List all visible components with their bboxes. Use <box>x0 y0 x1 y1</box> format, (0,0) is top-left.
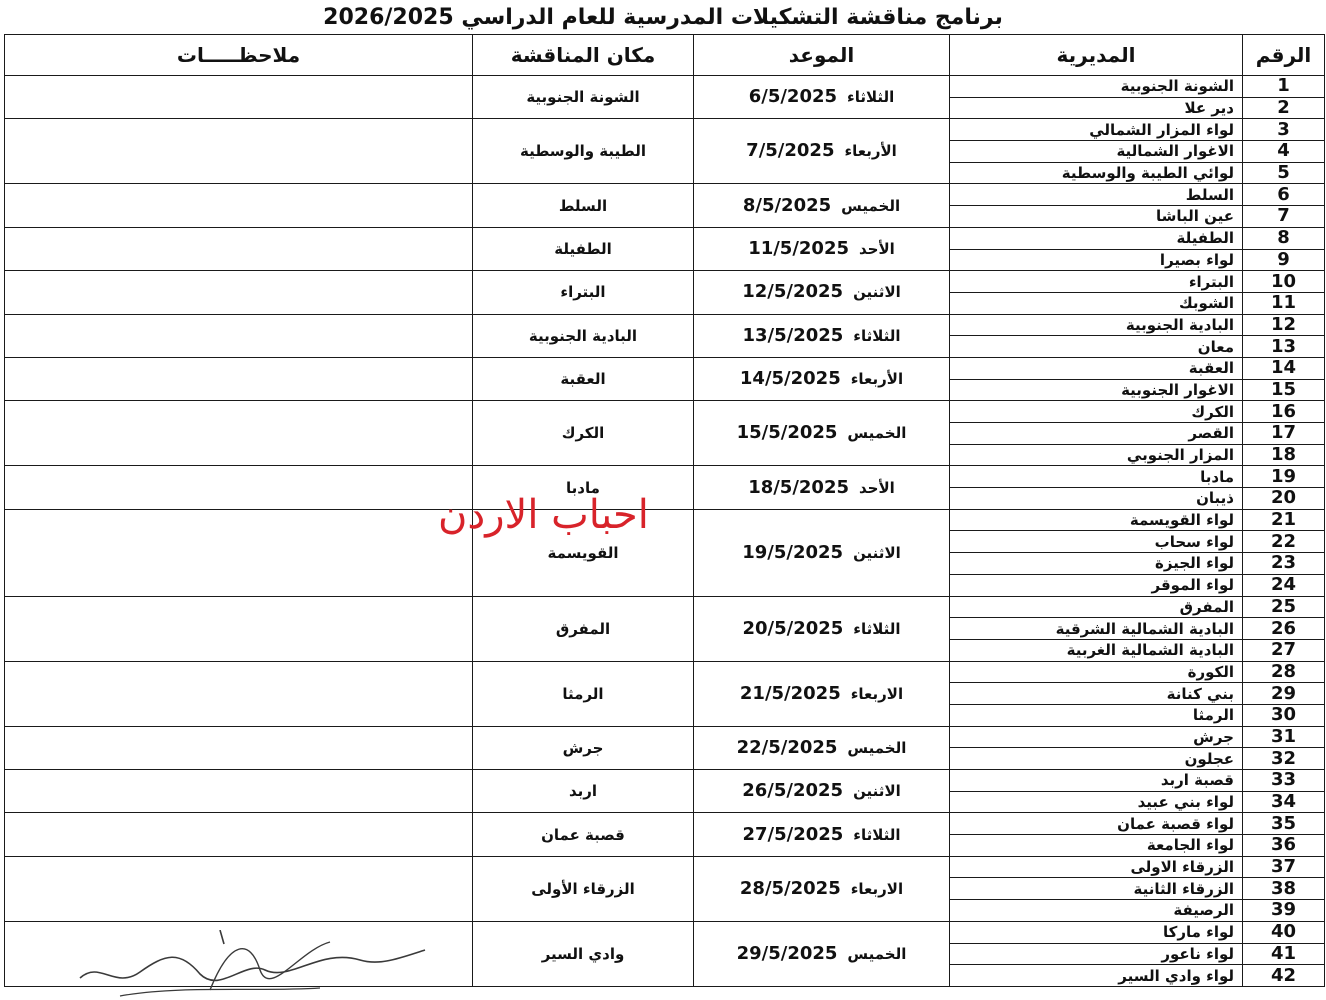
date-value: 13/5/2025 <box>742 324 844 346</box>
row-number: 42 <box>1243 965 1325 987</box>
table-row <box>5 184 1325 206</box>
row-number: 36 <box>1243 835 1325 857</box>
table-row <box>5 661 1325 683</box>
directorate-name: الشوبك <box>950 292 1243 314</box>
discussion-place: الكرك <box>473 401 694 466</box>
row-number: 34 <box>1243 791 1325 813</box>
row-number: 41 <box>1243 943 1325 965</box>
schedule-date <box>694 596 950 661</box>
table-row <box>5 726 1325 748</box>
row-number: 30 <box>1243 704 1325 726</box>
row-number: 29 <box>1243 683 1325 705</box>
directorate-name: دير علا <box>950 97 1243 119</box>
row-number: 37 <box>1243 856 1325 878</box>
date-value: 19/5/2025 <box>742 541 844 563</box>
header-notes: ملاحظـــــات <box>5 35 473 76</box>
weekday-label: الثلاثاء <box>853 825 901 844</box>
row-number: 15 <box>1243 379 1325 401</box>
directorate-name: لواء سحاب <box>950 531 1243 553</box>
directorate-name: لواء قصبة عمان <box>950 813 1243 835</box>
weekday-label: الثلاثاء <box>847 88 895 107</box>
table-row <box>5 770 1325 792</box>
row-number: 12 <box>1243 314 1325 336</box>
weekday-label: الخميس <box>847 424 907 443</box>
discussion-place: الزرقاء الأولى <box>473 856 694 921</box>
date-value: 6/5/2025 <box>748 86 838 108</box>
directorate-name: العقبة <box>950 357 1243 379</box>
header-row <box>5 35 1325 76</box>
row-number: 4 <box>1243 141 1325 163</box>
notes-cell <box>5 596 473 661</box>
weekday-label: الخميس <box>847 944 907 963</box>
date-value: 11/5/2025 <box>748 238 850 259</box>
weekday-label: الاثنين <box>853 782 901 801</box>
directorate-name: معان <box>950 336 1243 358</box>
date-value: 14/5/2025 <box>739 368 841 390</box>
discussion-place: المفرق <box>473 596 694 661</box>
directorate-name: لواء ماركا <box>950 921 1243 943</box>
directorate-name: البادية الشمالية الشرقية <box>950 618 1243 640</box>
header-directorate: المديرية <box>950 35 1243 76</box>
discussion-place: الطيبة والوسطية <box>473 119 694 184</box>
directorate-name: عجلون <box>950 748 1243 770</box>
discussion-place: وادي السير <box>473 921 694 986</box>
table-row <box>5 466 1325 488</box>
directorate-name: الكورة <box>950 661 1243 683</box>
row-number: 9 <box>1243 249 1325 271</box>
row-number: 20 <box>1243 488 1325 510</box>
row-number: 38 <box>1243 878 1325 900</box>
weekday-label: الخميس <box>841 196 901 215</box>
directorate-name: لواء الموقر <box>950 574 1243 596</box>
directorate-name: السلط <box>950 184 1243 206</box>
row-number: 14 <box>1243 357 1325 379</box>
notes-cell <box>5 856 473 921</box>
date-value: 8/5/2025 <box>742 194 832 216</box>
table-row <box>5 357 1325 379</box>
weekday-label: الثلاثاء <box>853 326 901 345</box>
directorate-name: الزرقاء الاولى <box>950 856 1243 878</box>
directorate-name: الاغوار الجنوبية <box>950 379 1243 401</box>
row-number: 10 <box>1243 271 1325 293</box>
notes-cell <box>5 76 473 119</box>
row-number: 28 <box>1243 661 1325 683</box>
weekday-label: الأحد <box>859 478 895 497</box>
schedule-date <box>694 401 950 466</box>
row-number: 18 <box>1243 444 1325 466</box>
notes-cell <box>5 509 473 596</box>
directorate-name: لواء بني عبيد <box>950 791 1243 813</box>
row-number: 21 <box>1243 509 1325 531</box>
notes-cell <box>5 227 473 270</box>
table-row <box>5 76 1325 98</box>
schedule-date <box>694 357 950 400</box>
schedule-table <box>4 34 1325 987</box>
directorate-name: لوائي الطيبة والوسطية <box>950 162 1243 184</box>
date-value: 27/5/2025 <box>742 823 844 845</box>
row-number: 7 <box>1243 206 1325 228</box>
discussion-place: الرمثا <box>473 661 694 726</box>
discussion-place: البتراء <box>473 271 694 314</box>
discussion-place: قصبة عمان <box>473 813 694 856</box>
directorate-name: القصر <box>950 423 1243 445</box>
page-title: برنامج مناقشة التشكيلات المدرسية للعام الدراسي 2026/2025 <box>323 5 1003 30</box>
row-number: 19 <box>1243 466 1325 488</box>
notes-cell <box>5 401 473 466</box>
directorate-name: لواء الجيزة <box>950 553 1243 575</box>
directorate-name: المزار الجنوبي <box>950 444 1243 466</box>
directorate-name: بني كنانة <box>950 683 1243 705</box>
schedule-date <box>694 119 950 184</box>
schedule-date <box>694 770 950 813</box>
weekday-label: الاربعاء <box>850 684 904 703</box>
notes-cell <box>5 119 473 184</box>
schedule-date <box>694 509 950 596</box>
discussion-place: البادية الجنوبية <box>473 314 694 357</box>
table-row <box>5 813 1325 835</box>
discussion-place: الشونة الجنوبية <box>473 76 694 119</box>
weekday-label: الأربعاء <box>844 142 897 161</box>
date-value: 15/5/2025 <box>736 422 838 444</box>
table-row <box>5 119 1325 141</box>
row-number: 5 <box>1243 162 1325 184</box>
directorate-name: الشونة الجنوبية <box>950 76 1243 98</box>
row-number: 16 <box>1243 401 1325 423</box>
directorate-name: البادية الشمالية الغربية <box>950 639 1243 661</box>
row-number: 24 <box>1243 574 1325 596</box>
schedule-date <box>694 856 950 921</box>
row-number: 11 <box>1243 292 1325 314</box>
row-number: 22 <box>1243 531 1325 553</box>
directorate-name: جرش <box>950 726 1243 748</box>
directorate-name: المفرق <box>950 596 1243 618</box>
discussion-place: العقبة <box>473 357 694 400</box>
directorate-name: الاغوار الشمالية <box>950 141 1243 163</box>
discussion-place: اربد <box>473 770 694 813</box>
row-number: 26 <box>1243 618 1325 640</box>
notes-cell <box>5 466 473 509</box>
row-number: 17 <box>1243 423 1325 445</box>
directorate-name: البادية الجنوبية <box>950 314 1243 336</box>
row-number: 31 <box>1243 726 1325 748</box>
directorate-name: لواء ناعور <box>950 943 1243 965</box>
discussion-place: جرش <box>473 726 694 769</box>
table-row <box>5 227 1325 249</box>
watermark-text: احباب الاردن <box>438 492 649 538</box>
schedule-date <box>694 726 950 769</box>
row-number: 27 <box>1243 639 1325 661</box>
weekday-label: الاثنين <box>853 543 901 562</box>
directorate-name: الطفيلة <box>950 227 1243 249</box>
date-value: 29/5/2025 <box>736 942 838 964</box>
header-num: الرقم <box>1243 35 1325 76</box>
row-number: 32 <box>1243 748 1325 770</box>
header-place: مكان المناقشة <box>473 35 694 76</box>
table-row <box>5 271 1325 293</box>
schedule-date <box>694 227 950 270</box>
row-number: 23 <box>1243 553 1325 575</box>
row-number: 8 <box>1243 227 1325 249</box>
discussion-place: القويسمة <box>473 509 694 596</box>
schedule-date <box>694 271 950 314</box>
schedule-body <box>5 76 1325 987</box>
directorate-name: الرمثا <box>950 704 1243 726</box>
weekday-label: الاثنين <box>853 283 901 302</box>
signature-scribble <box>60 930 440 1000</box>
date-value: 21/5/2025 <box>739 682 841 704</box>
directorate-name: عين الباشا <box>950 206 1243 228</box>
notes-cell <box>5 770 473 813</box>
row-number: 35 <box>1243 813 1325 835</box>
table-row <box>5 401 1325 423</box>
directorate-name: الرصيفة <box>950 900 1243 922</box>
directorate-name: ذيبان <box>950 488 1243 510</box>
weekday-label: الأحد <box>859 240 895 258</box>
weekday-label: الأربعاء <box>850 370 904 389</box>
table-row <box>5 596 1325 618</box>
table-row <box>5 314 1325 336</box>
discussion-place: السلط <box>473 184 694 227</box>
date-value: 26/5/2025 <box>742 780 844 802</box>
weekday-label: الاربعاء <box>850 879 904 898</box>
notes-cell <box>5 357 473 400</box>
weekday-label: الخميس <box>847 738 907 757</box>
row-number: 1 <box>1243 76 1325 98</box>
schedule-date <box>694 921 950 986</box>
row-number: 2 <box>1243 97 1325 119</box>
schedule-date <box>694 661 950 726</box>
directorate-name: لواء بصيرا <box>950 249 1243 271</box>
weekday-label: الثلاثاء <box>853 619 901 638</box>
row-number: 39 <box>1243 900 1325 922</box>
notes-cell <box>5 314 473 357</box>
directorate-name: قصبة اربد <box>950 770 1243 792</box>
schedule-date <box>694 813 950 856</box>
directorate-name: الكرك <box>950 401 1243 423</box>
notes-cell <box>5 726 473 769</box>
row-number: 40 <box>1243 921 1325 943</box>
row-number: 13 <box>1243 336 1325 358</box>
notes-cell <box>5 813 473 856</box>
date-value: 22/5/2025 <box>736 736 838 758</box>
directorate-name: لواء القويسمة <box>950 509 1243 531</box>
directorate-name: مادبا <box>950 466 1243 488</box>
schedule-date <box>694 184 950 227</box>
notes-cell <box>5 271 473 314</box>
date-value: 12/5/2025 <box>742 281 844 303</box>
table-row <box>5 509 1325 531</box>
directorate-name: البتراء <box>950 271 1243 293</box>
row-number: 33 <box>1243 770 1325 792</box>
date-value: 20/5/2025 <box>742 617 844 639</box>
notes-cell <box>5 184 473 227</box>
row-number: 25 <box>1243 596 1325 618</box>
schedule-date <box>694 314 950 357</box>
header-date: الموعد <box>694 35 950 76</box>
date-value: 7/5/2025 <box>746 140 835 162</box>
schedule-sheet <box>4 34 1324 998</box>
row-number: 3 <box>1243 119 1325 141</box>
schedule-date <box>694 466 950 509</box>
directorate-name: الزرقاء الثانية <box>950 878 1243 900</box>
row-number: 6 <box>1243 184 1325 206</box>
discussion-place: مادبا <box>473 466 694 509</box>
directorate-name: لواء المزار الشمالي <box>950 119 1243 141</box>
table-row <box>5 856 1325 878</box>
directorate-name: لواء وادي السير <box>950 965 1243 987</box>
directorate-name: لواء الجامعة <box>950 835 1243 857</box>
date-value: 28/5/2025 <box>739 877 841 899</box>
discussion-place: الطفيلة <box>473 227 694 270</box>
schedule-date <box>694 76 950 119</box>
date-value: 18/5/2025 <box>748 476 850 498</box>
notes-cell <box>5 661 473 726</box>
